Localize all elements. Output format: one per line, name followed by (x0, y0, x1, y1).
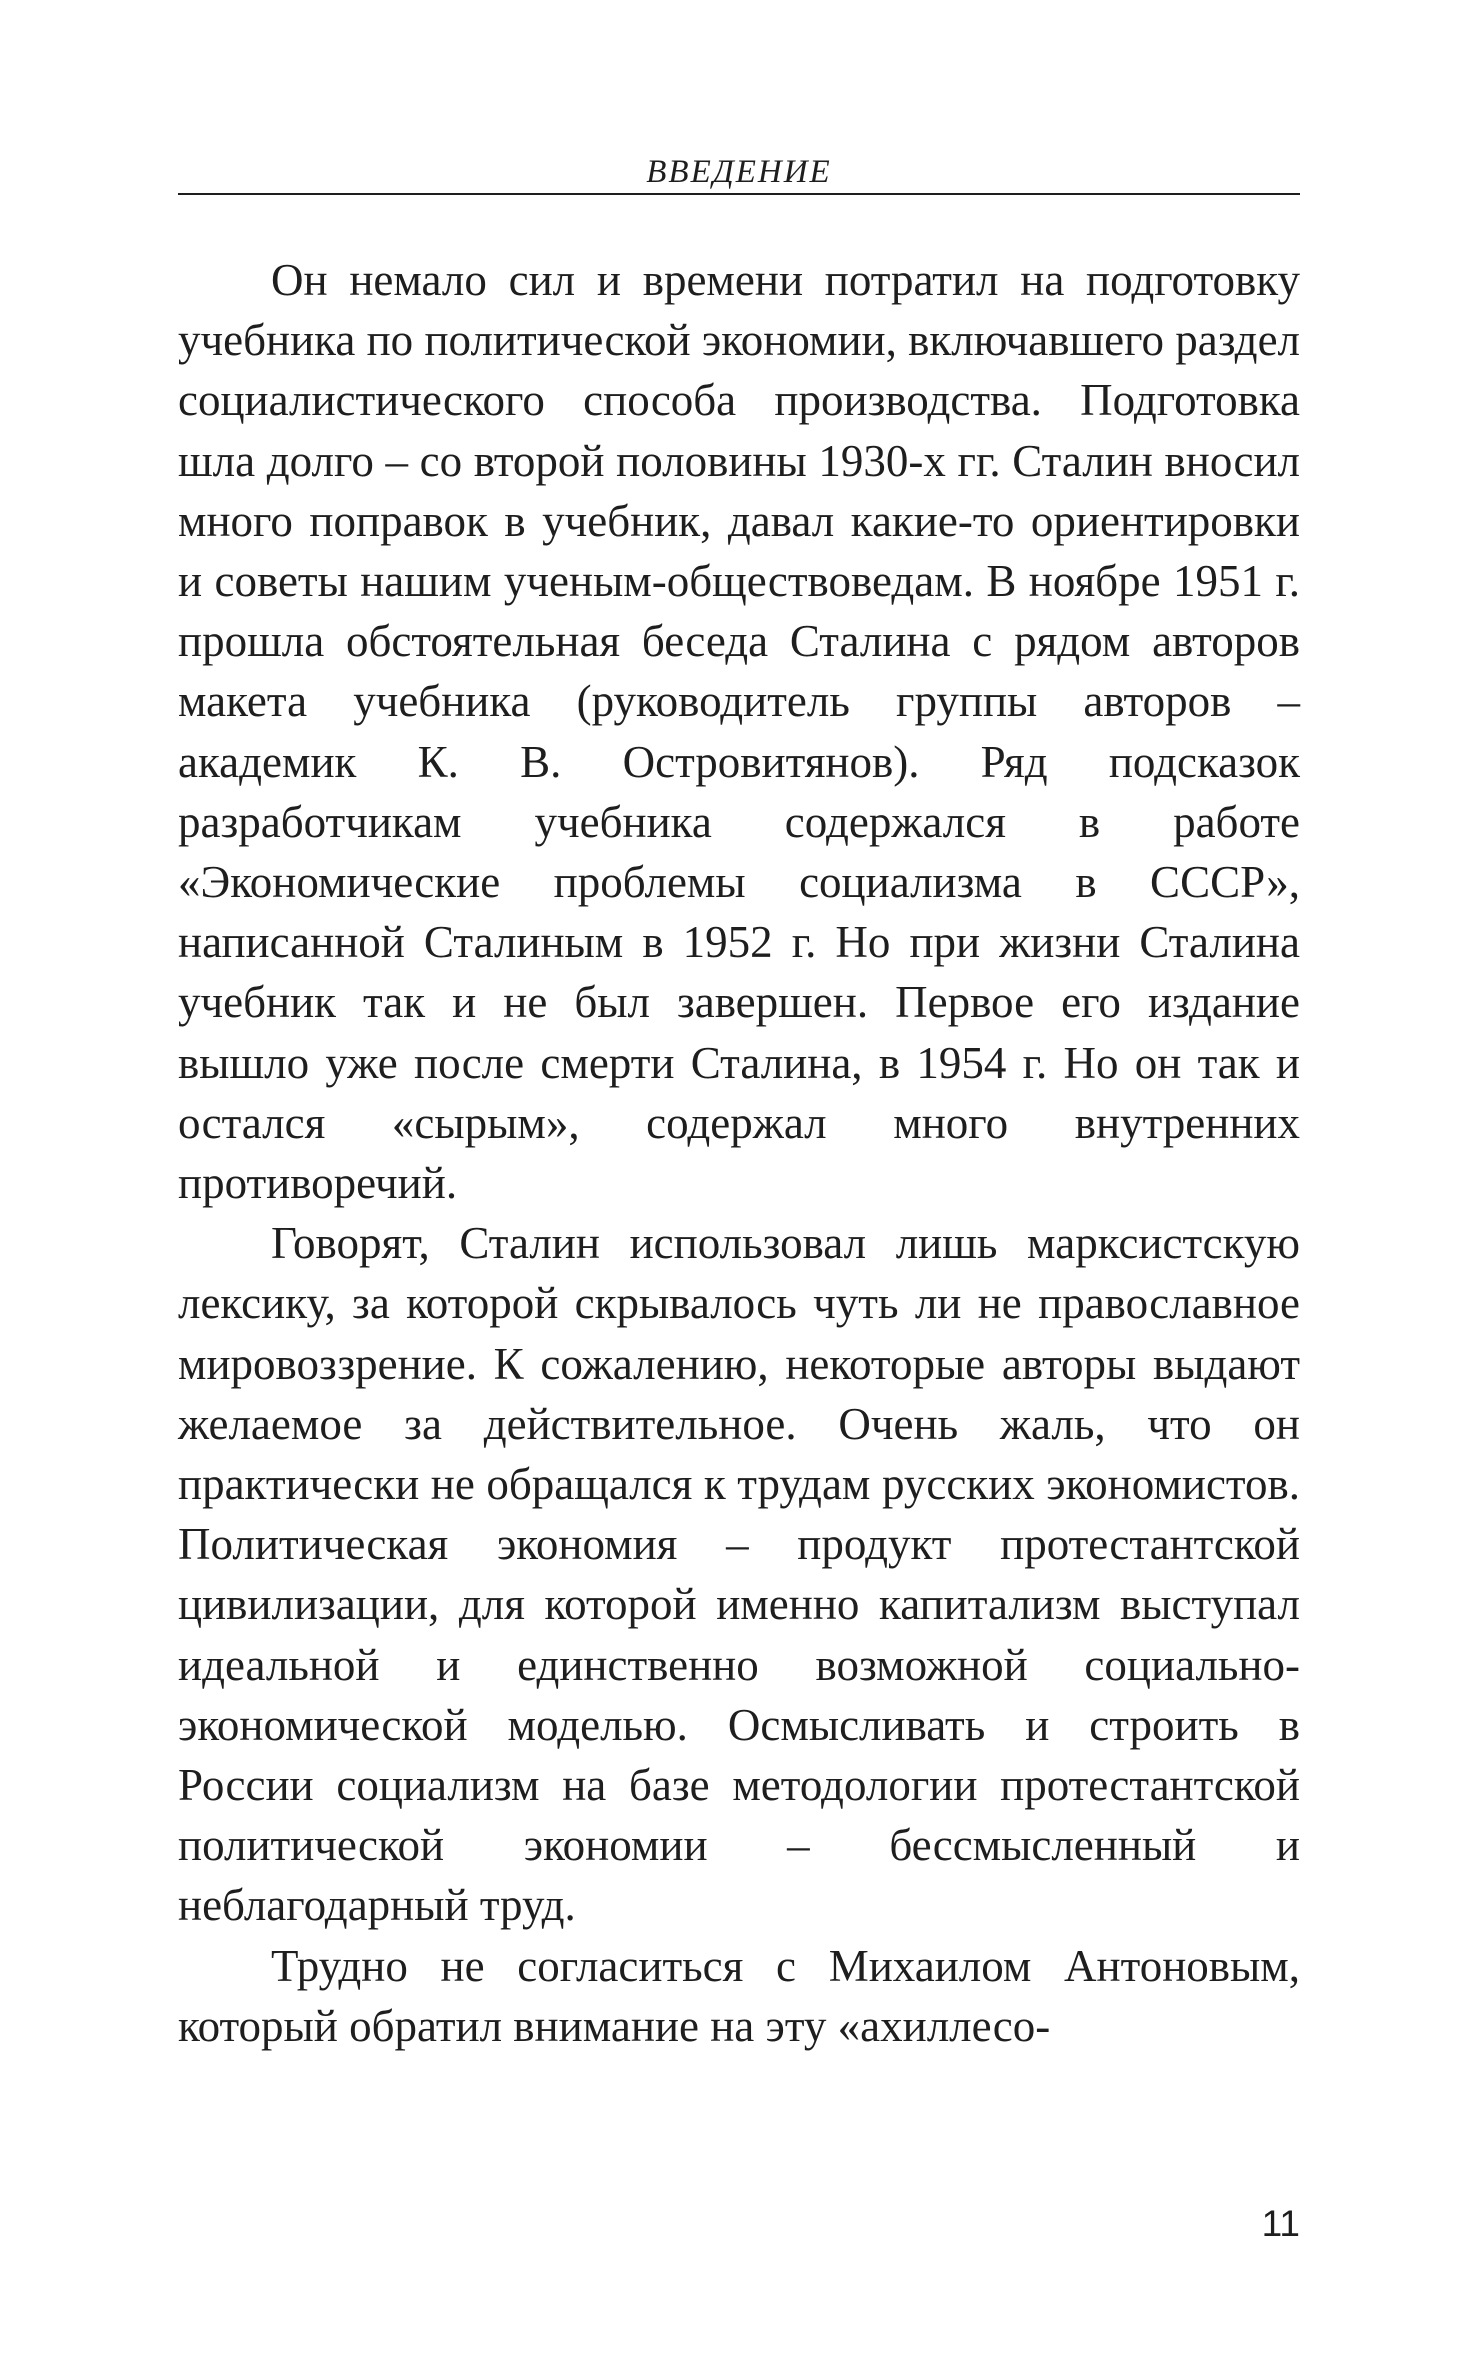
header-rule (178, 193, 1300, 195)
running-head: ВВЕДЕНИЕ (646, 154, 832, 190)
page-number: 11 (1261, 2203, 1300, 2244)
body-text (178, 250, 1300, 2056)
paragraph-1: Он немало сил и времени потратил на подготовку учебника по политической экономии, включавшего раздел социалистического способа производства. Подготовка шла долго – со второй половины 1930-х гг. Сталин вносил много поправок в учебник, давал какие-то ориентировки и советы нашим ученым-обществоведам. В ноябре 1951 г. прошла обстоятельная беседа Сталина с рядом авторов макета учебника (руководитель группы авторов – академик К. В. Островитянов). Ряд подсказок разработчикам учебника содержался в работе «Экономические проблемы социализма в СССР», написанной Сталиным в 1952 г. Но при жизни Сталина учебник так и не был завершен. Первое его издание вышло уже после смерти Сталина, в 1954 г. Но он так и остался «сырым», содержал много внутренних противоречий. (178, 255, 1300, 1209)
paragraph-2: Говорят, Сталин использовал лишь марксистскую лексику, за которой скрывалось чуть ли не православное мировоззрение. К сожалению, некоторые авторы выдают желаемое за действительное. Очень жаль, что он практически не обращался к трудам русских экономистов. Политическая экономия – продукт протестантской цивилизации, для которой именно капитализм выступал идеальной и единственно возможной социально-экономической моделью. Осмысливать и строить в России социализм на базе методологии протестантской политической экономии – бессмысленный и неблагодарный труд. (178, 1218, 1300, 1931)
paragraph-3: Трудно не согласиться с Михаилом Антоновым, который обратил внимание на эту «ахиллесо- (178, 1940, 1300, 2051)
